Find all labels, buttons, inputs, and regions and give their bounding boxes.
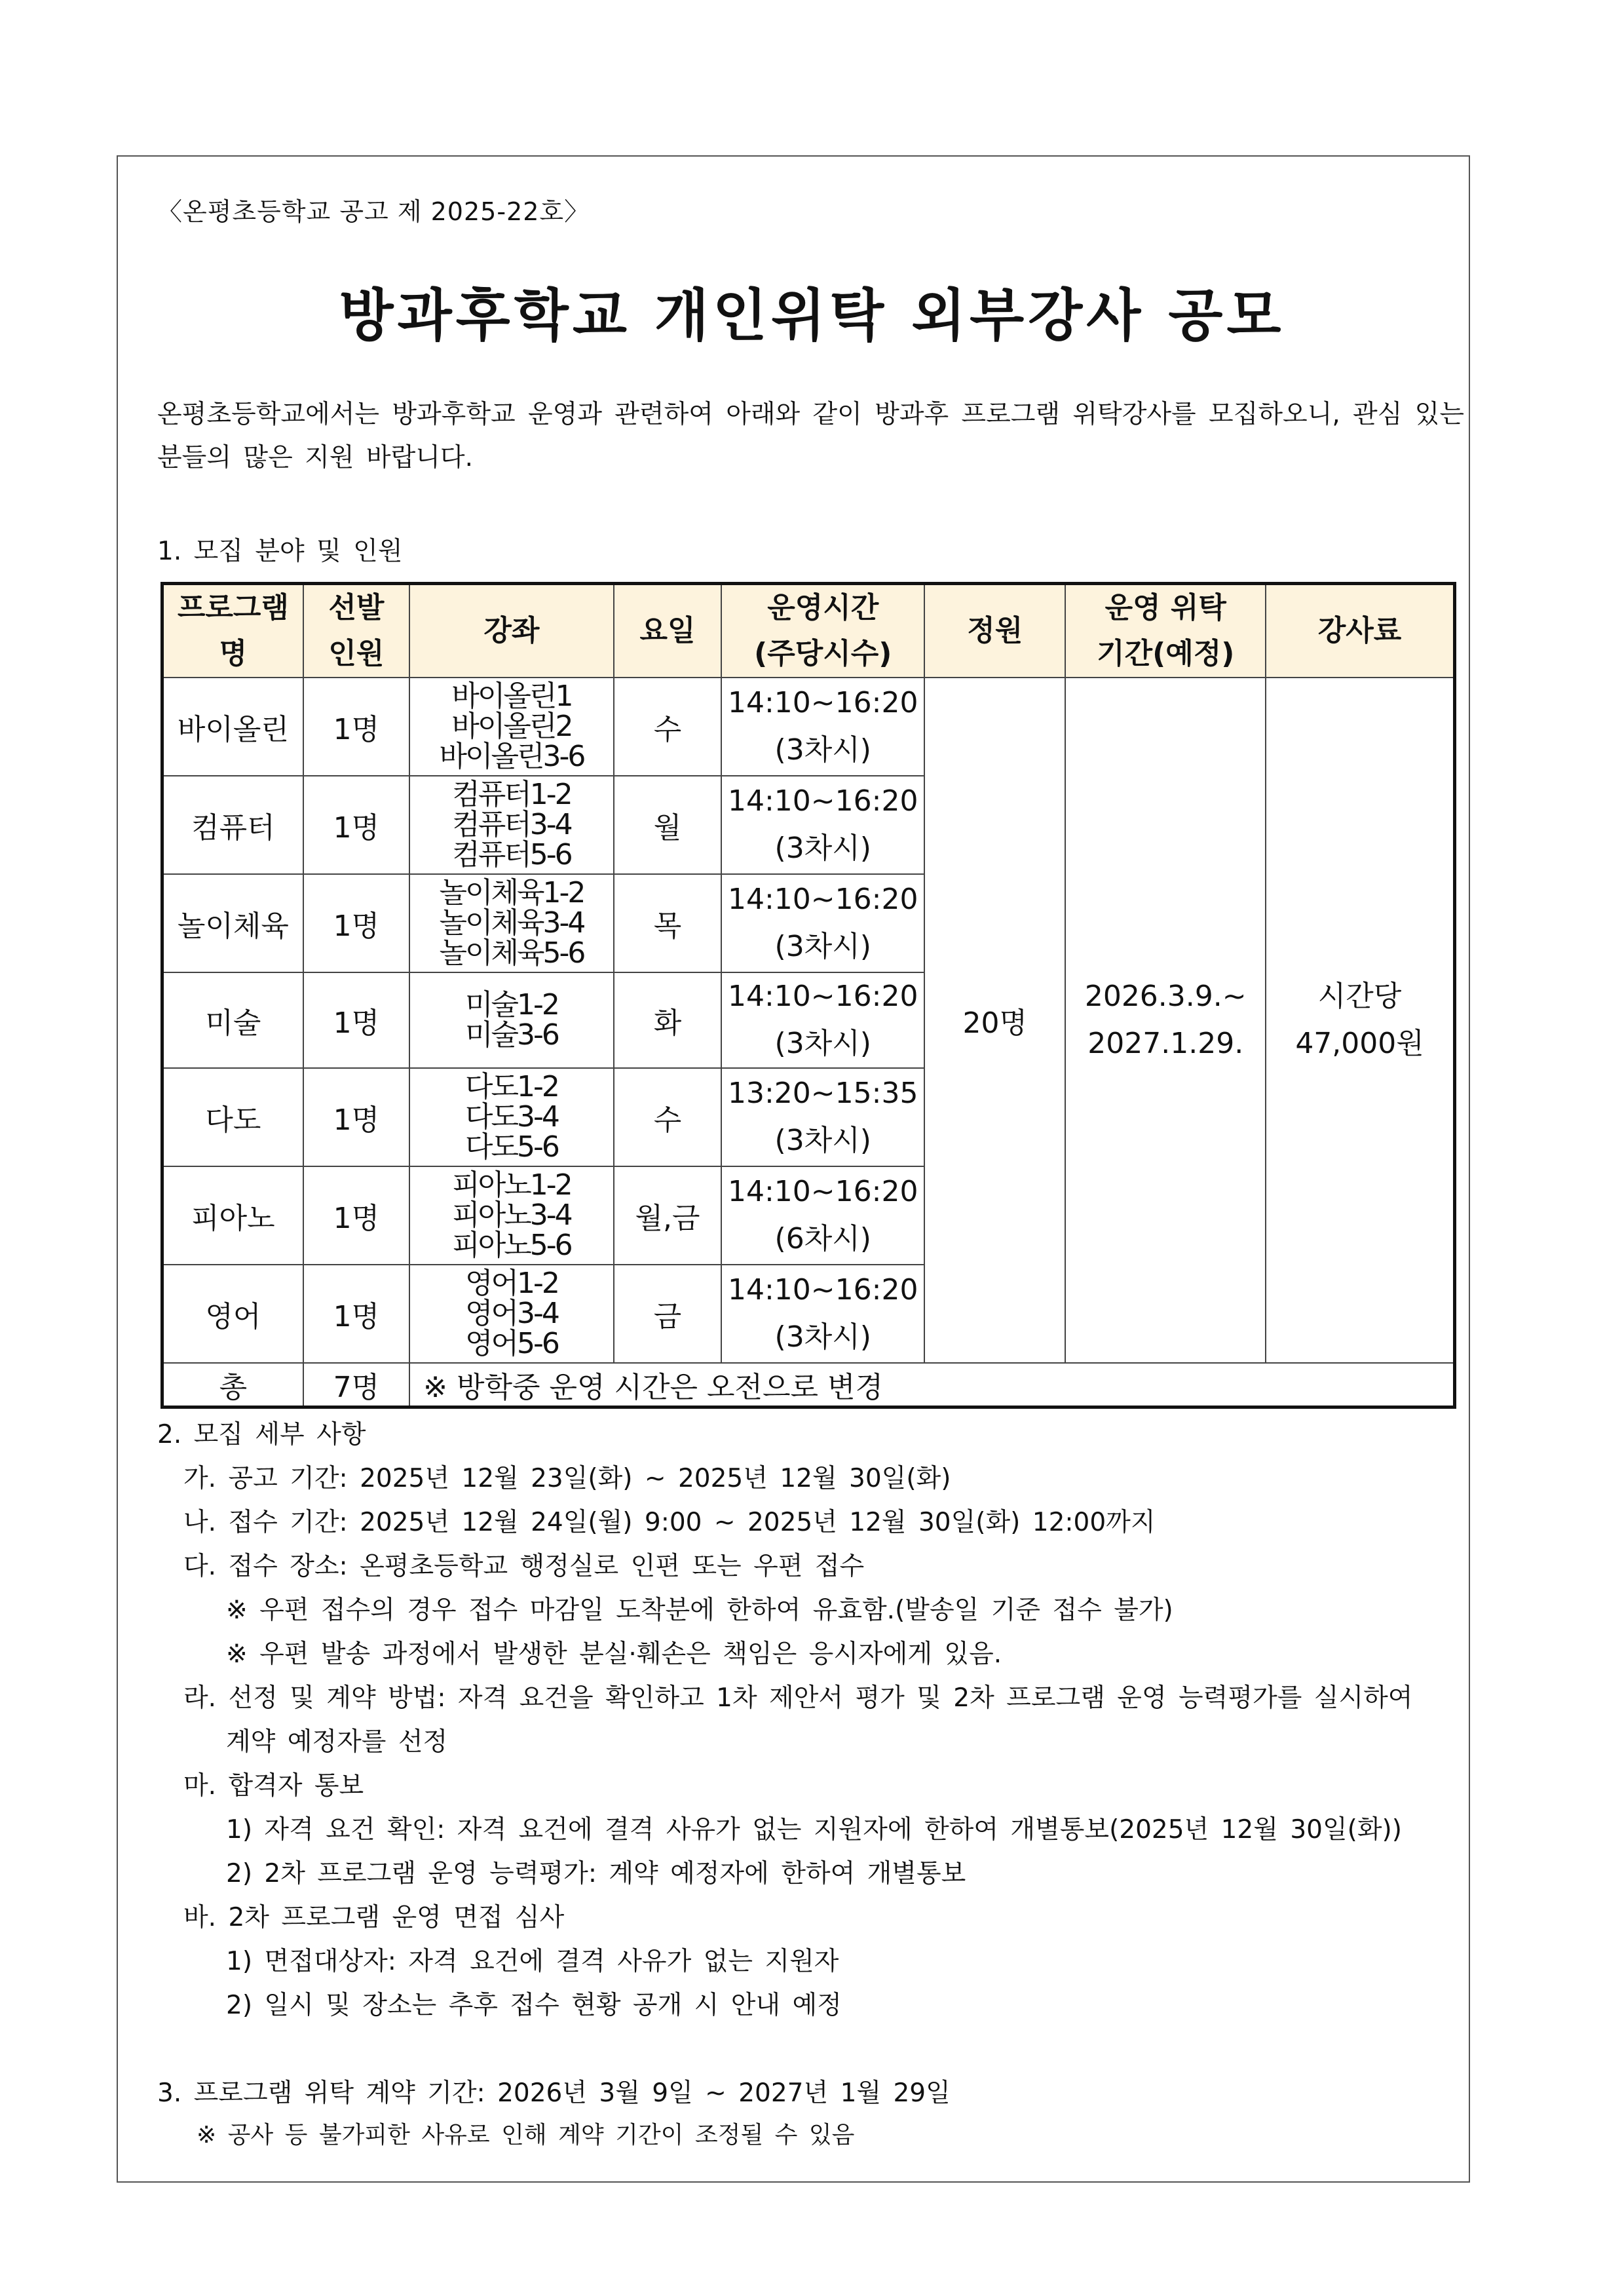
application-place: 다. 접수 장소: 온평초등학교 행정실로 인편 또는 우편 접수 [183,1552,865,1581]
selection-count: 1명 [303,1265,409,1363]
page-title: 방과후학교 개인위탁 외부강사 공모 [339,283,1285,349]
selection-count: 1명 [303,1166,409,1265]
program-name: 바이올린 [162,678,303,776]
selection-count: 1명 [303,874,409,972]
course-list: 다도1-2 다도3-4 다도5-6 [409,1068,614,1166]
course-list: 영어1-2 영어3-4 영어5-6 [409,1265,614,1363]
day: 수 [614,1068,721,1166]
table-total-row [162,1363,1455,1407]
header-course: 강좌 [409,584,614,678]
total-label: 총 [162,1363,303,1407]
intro-paragraph: 온평초등학교에서는 방과후학교 운영과 관련하여 아래와 같이 방과후 프로그램 위탁강사를 모집하오니, 관심 있는 분들의 많은 지원 바랍니다. [157,400,1464,472]
program-name: 피아노 [162,1166,303,1265]
program-name: 미술 [162,972,303,1068]
day: 월,금 [614,1166,721,1265]
application-period: 나. 접수 기간: 2025년 12월 24일(월) 9:00 ~ 2025년 12월 30일(화) 12:00까지 [183,1508,1156,1537]
day: 화 [614,972,721,1068]
selection-method-cont: 계약 예정자를 선정 [226,1727,448,1757]
program-name: 영어 [162,1265,303,1363]
announcement-period: 가. 공고 기간: 2025년 12월 23일(화) ~ 2025년 12월 30일(화) [183,1464,951,1493]
day: 목 [614,874,721,972]
selection-method: 라. 선정 및 계약 방법: 자격 요건을 확인하고 1차 제안서 평가 및 2차 프로그램 운영 능력평가를 실시하여 [183,1683,1413,1713]
result-notice: 마. 합격자 통보 [183,1771,364,1801]
course-list: 미술1-2 미술3-6 [409,972,614,1068]
day: 월 [614,776,721,874]
header-fee: 강사료 [1266,584,1454,678]
header-period: 운영 위탁 기간(예정) [1065,584,1266,678]
table-header-row [162,584,1455,678]
program-name: 컴퓨터 [162,776,303,874]
header-program-name: 프로그램명 [162,584,303,678]
section2-heading: 2. 모집 세부 사항 [157,1420,366,1449]
interview-item-1: 1) 면접대상자: 자격 요건에 결격 사유가 없는 지원자 [226,1947,839,1976]
header-time: 운영시간 (주당시수) [721,584,924,678]
course-list: 바이올린1 바이올린2 바이올린3-6 [409,678,614,776]
header-day: 요일 [614,584,721,678]
selection-count: 1명 [303,972,409,1068]
header-selection-count: 선발 인원 [303,584,409,678]
time-cell: 14:10~16:20 (3차시) [721,1265,924,1363]
section3-note: ※ 공사 등 불가피한 사유로 인해 계약 기간이 조정될 수 있음 [197,2122,855,2149]
section3-heading: 3. 프로그램 위탁 계약 기간: 2026년 3월 9일 ~ 2027년 1월 29일 [157,2078,951,2108]
course-list: 놀이체육1-2 놀이체육3-4 놀이체육5-6 [409,874,614,972]
day: 수 [614,678,721,776]
interview-item-2: 2) 일시 및 장소는 추후 접수 현황 공개 시 안내 예정 [226,1991,842,2020]
total-count: 7명 [303,1363,409,1407]
recruitment-table [161,582,1456,1409]
time-cell: 14:10~16:20 (3차시) [721,678,924,776]
time-cell: 14:10~16:20 (6차시) [721,1166,924,1265]
mail-note-2: ※ 우편 발송 과정에서 발생한 분실·훼손은 책임은 응시자에게 있음. [226,1639,1002,1669]
time-cell: 14:10~16:20 (3차시) [721,972,924,1068]
course-list: 컴퓨터1-2 컴퓨터3-4 컴퓨터5-6 [409,776,614,874]
result-notice-2: 2) 2차 프로그램 운영 능력평가: 계약 예정자에 한하여 개별통보 [226,1859,966,1888]
program-name: 다도 [162,1068,303,1166]
fee-cell: 시간당 47,000원 [1266,678,1454,1363]
selection-count: 1명 [303,776,409,874]
time-cell: 14:10~16:20 (3차시) [721,776,924,874]
capacity-cell: 20명 [924,678,1065,1363]
day: 금 [614,1265,721,1363]
time-cell: 14:10~16:20 (3차시) [721,874,924,972]
header-capacity: 정원 [924,584,1065,678]
notice-number: 〈온평초등학교 공고 제 2025-22호〉 [157,197,590,226]
section1-heading: 1. 모집 분야 및 인원 [157,537,403,566]
time-cell: 13:20~15:35 (3차시) [721,1068,924,1166]
course-list: 피아노1-2 피아노3-4 피아노5-6 [409,1166,614,1265]
selection-count: 1명 [303,678,409,776]
table-row [162,678,1455,776]
period-cell: 2026.3.9.~ 2027.1.29. [1065,678,1266,1363]
total-note: ※ 방학중 운영 시간은 오전으로 변경 [409,1363,1454,1407]
result-notice-1: 1) 자격 요건 확인: 자격 요건에 결격 사유가 없는 지원자에 한하여 개별통보(2025년 12월 30일(화)) [226,1815,1402,1845]
mail-note-1: ※ 우편 접수의 경우 접수 마감일 도착분에 한하여 유효함.(발송일 기준 접수 불가) [226,1596,1173,1625]
selection-count: 1명 [303,1068,409,1166]
program-name: 놀이체육 [162,874,303,972]
interview-heading: 바. 2차 프로그램 운영 면접 심사 [183,1903,565,1932]
